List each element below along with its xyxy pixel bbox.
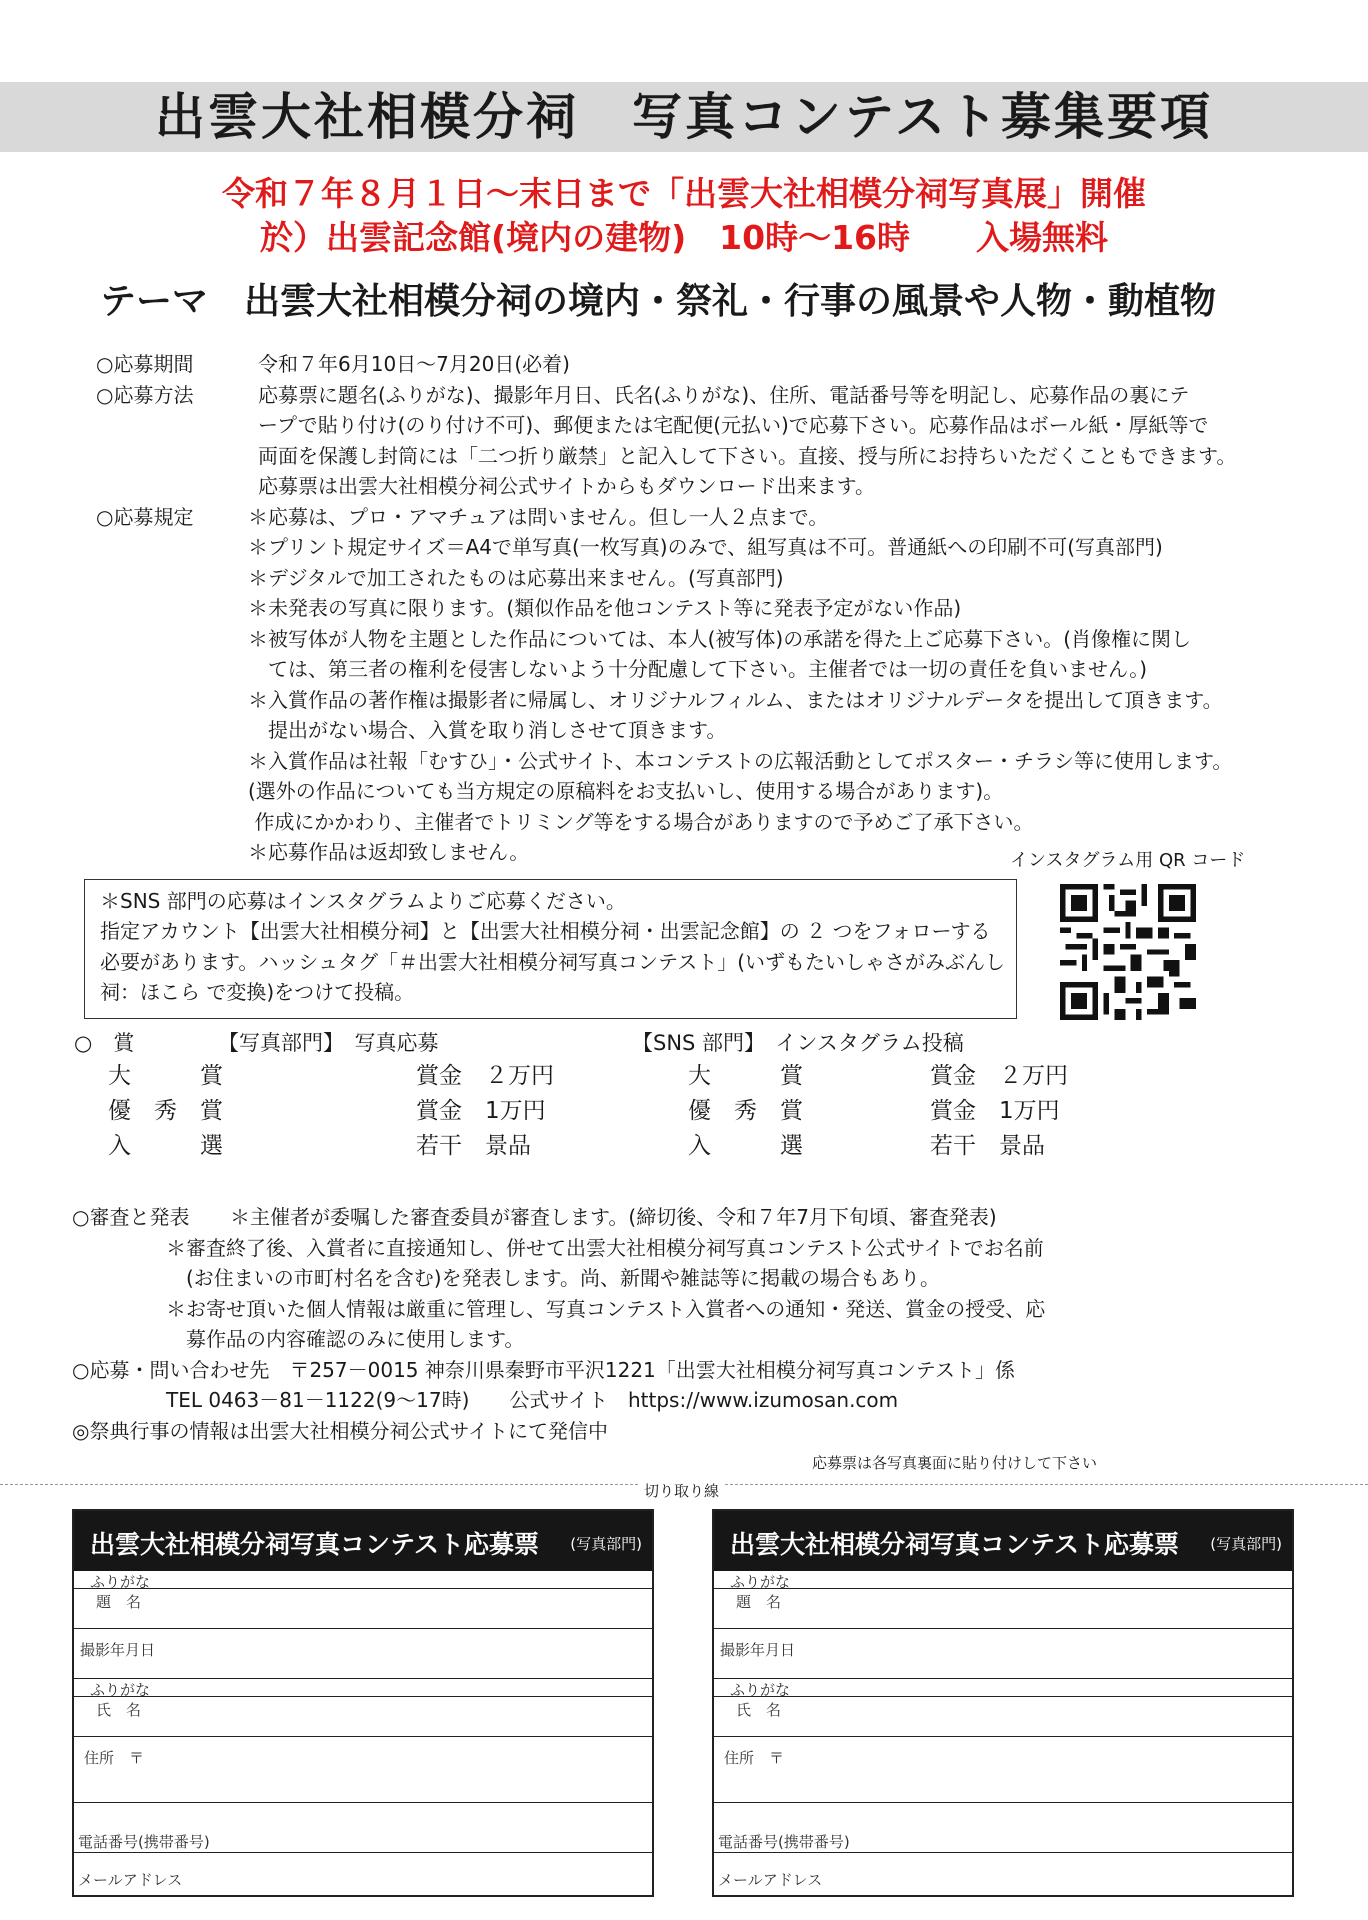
photo-prize-amount: 賞金 ２万円 [416,1063,554,1089]
rule-line: ＊被写体が人物を主題とした作品については、本人(被写体)の承諾を得た上ご応募下さい。(肖像権に関し [248,627,1192,651]
address-field[interactable]: 住所 〒 [714,1737,1292,1803]
name-field[interactable]: 氏 名 [714,1697,1292,1737]
title-field[interactable]: 題 名 [74,1589,652,1629]
form-header [74,1511,652,1571]
rule-line: ＊応募作品は返却致しません。 [248,840,530,864]
sns-line: ＊SNS 部門の応募はインスタグラムよりご応募ください。 [100,889,626,913]
rule-line: ＊入賞作品の著作権は撮影者に帰属し、オリジナルフィルム、またはオリジナルデータを提出して頂きます。 [248,688,1223,712]
form-title: 出雲大社相模分祠写真コンテスト応募票 [730,1530,1180,1559]
contact-line: ○応募・問い合わせ先 〒257－0015 神奈川県秦野市平沢1221「出雲大社相模分祠写真コンテスト」係 [72,1358,1015,1382]
rule-line: (選外の作品についても当方規定の原稿料をお支払いし、使用する場合があります)。 [248,779,1004,803]
shoot-date-field[interactable]: 撮影年月日 [714,1629,1292,1679]
rule-line: ＊デジタルで加工されたものは応募出来ません。(写真部門) [248,566,784,590]
form-subtitle: (写真部門) [570,1535,642,1553]
email-field[interactable]: メールアドレス [718,1871,823,1889]
event-line-1: 令和７年８月１日～末日まで「出雲大社相模分祠写真展」開催 [222,174,1146,213]
sns-prize-name: 入 選 [688,1133,803,1159]
rule-line: ＊プリント規定サイズ＝A4で単写真(一枚写真)のみで、組写真は不可。普通紙への印刷不可(写真部門) [248,535,1163,559]
attach-note: 応募票は各写真裏面に貼り付けして下さい [812,1454,1098,1472]
address-field[interactable]: 住所 〒 [74,1737,652,1803]
name-field[interactable]: 氏 名 [74,1697,652,1737]
event-line-2: 於）出雲記念館(境内の建物) 10時～16時 入場無料 [259,218,1108,257]
form-subtitle: (写真部門) [1210,1535,1282,1553]
rule-line: ＊応募は、プロ・アマチュアは問いません。但し一人２点まで。 [248,505,829,529]
phone-field[interactable]: 電話番号(携帯番号) [714,1803,1292,1853]
form-header [714,1511,1292,1571]
photo-prize-header: 【写真部門】 写真応募 [218,1031,439,1055]
rule-line: 提出がない場合、入賞を取り消しさせて頂きます。 [248,718,727,742]
photo-prize-name: 入 選 [108,1133,223,1159]
photo-prize-name: 大 賞 [108,1063,223,1089]
review-line: ＊審査終了後、入賞者に直接通知し、併せて出雲大社相模分祠写真コンテスト公式サイトでお名前 [166,1236,1044,1260]
method-line: 応募票は出雲大社相模分祠公式サイトからもダウンロード出来ます。 [258,474,875,498]
sns-line: 指定アカウント【出雲大社相模分祠】と【出雲大社相模分祠・出雲記念館】の ２ つをフォローする [100,919,991,943]
furigana-row[interactable]: ふりがな [714,1571,1292,1589]
sns-prize-amount: 賞金 ２万円 [930,1063,1068,1089]
furigana-row[interactable]: ふりがな [74,1571,652,1589]
rules-label: ○応募規定 [96,505,194,529]
sns-line: 必要があります。ハッシュタグ「＃出雲大社相模分祠写真コンテスト」(いずもたいしゃさがみぶんし [100,950,1006,974]
shoot-date-field[interactable]: 撮影年月日 [74,1629,652,1679]
photo-prize-name: 優 秀 賞 [108,1098,223,1124]
review-line: 募作品の内容確認のみに使用します。 [166,1327,525,1351]
furigana-row[interactable]: ふりがな [714,1679,1292,1697]
period-text: 令和７年6月10日～7月20日(必着) [258,352,570,376]
sns-line: 祠：ほこら で変換)をつけて投稿。 [100,980,415,1004]
rule-line: ＊入賞作品は社報「むすひ」・公式サイト、本コンテストの広報活動としてポスター・チラシ等に使用します。 [248,749,1233,773]
page-title: 出雲大社相模分祠 写真コンテスト募集要項 [155,88,1213,146]
qr-caption: インスタグラム用 QR コード [1010,850,1246,871]
review-line: ＊主催者が委嘱した審査委員が審査します。(締切後、令和７年7月下旬頃、審査発表) [230,1205,997,1229]
festival-info-line: ◎祭典行事の情報は出雲大社相模分祠公式サイトにて発信中 [72,1419,609,1443]
form-title: 出雲大社相模分祠写真コンテスト応募票 [90,1530,540,1559]
photo-prize-amount: 若干 景品 [416,1133,531,1159]
prizes-label: ○ 賞 [74,1031,135,1055]
method-line: 両面を保護し封筒には「二つ折り厳禁」と記入して下さい。直接、授与所にお持ちいただくこともできます。 [258,444,1237,468]
sns-prize-name: 優 秀 賞 [688,1098,803,1124]
contact-phone-site: TEL 0463－81－1122(9～17時) 公式サイト https://www.izumosan.com [166,1388,899,1412]
entry-form-right[interactable] [712,1509,1294,1897]
email-field[interactable]: メールアドレス [78,1871,183,1889]
sns-prize-amount: 若干 景品 [930,1133,1045,1159]
review-label: ○審査と発表 [72,1205,190,1229]
sns-prize-name: 大 賞 [688,1063,803,1089]
photo-prize-amount: 賞金 1万円 [416,1098,546,1124]
period-label: ○応募期間 [96,352,194,376]
rule-line: ては、第三者の権利を侵害しないよう十分配慮して下さい。主催者では一切の責任を負いません。) [248,657,1148,681]
theme-heading: テーマ 出雲大社相模分祠の境内・祭礼・行事の風景や人物・動植物 [100,281,1217,322]
method-line: ープで貼り付け(のり付け不可)、郵便または宅配便(元払い)で応募下さい。応募作品はボール紙・厚紙等で [258,413,1209,437]
rule-line: ＊未発表の写真に限ります。(類似作品を他コンテスト等に発表予定がない作品) [248,596,962,620]
method-label: ○応募方法 [96,383,194,407]
qr-code-icon[interactable] [1060,884,1196,1020]
method-line: 応募票に題名(ふりがな)、撮影年月日、氏名(ふりがな)、住所、電話番号等を明記し、応募作品の裏にテ [258,383,1190,407]
review-line: (お住まいの市町村名を含む)を発表します。尚、新聞や雑誌等に掲載の場合もあり。 [166,1266,941,1290]
title-field[interactable]: 題 名 [714,1589,1292,1629]
sns-prize-header: 【SNS 部門】 インスタグラム投稿 [632,1031,964,1055]
furigana-row[interactable]: ふりがな [74,1679,652,1697]
phone-field[interactable]: 電話番号(携帯番号) [74,1803,652,1853]
review-line: ＊お寄せ頂いた個人情報は厳重に管理し、写真コンテスト入賞者への通知・発送、賞金の授受、応 [166,1297,1046,1321]
entry-form-left[interactable] [72,1509,654,1897]
cut-line-label: 切り取り線 [638,1480,725,1501]
sns-prize-amount: 賞金 1万円 [930,1098,1060,1124]
rule-line: 作成にかかわり、主催者でトリミング等をする場合がありますので予めご了承下さい。 [248,810,1034,834]
